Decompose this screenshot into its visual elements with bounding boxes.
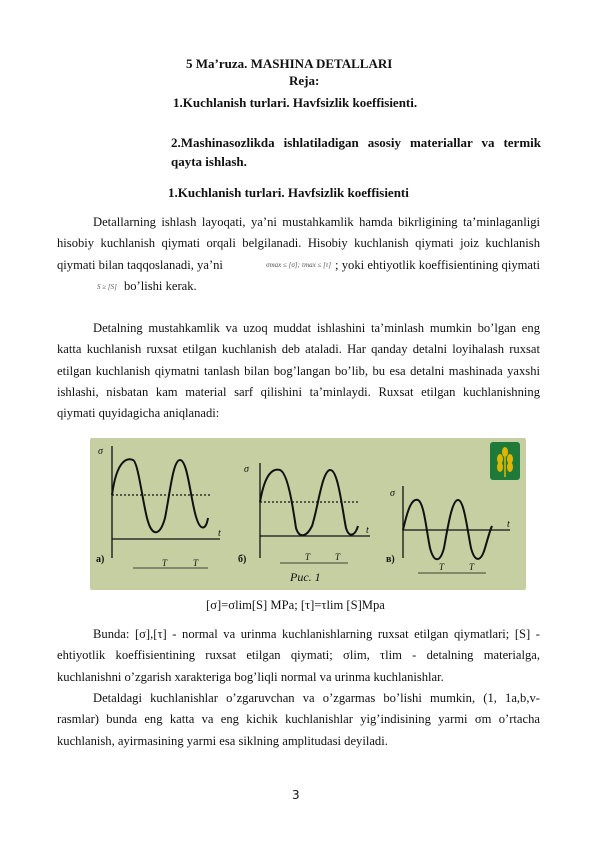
allowable-stress-formula: [σ]=σlim[S] MPa; [τ]=τlim [S]Mpa <box>206 598 385 612</box>
paragraph-1 <box>57 212 540 298</box>
panel-a-label: a) <box>96 554 105 565</box>
panel-b-sigma-label: σ <box>244 464 249 475</box>
panel-a-sigma-label: σ <box>98 446 103 457</box>
panel-b-label: б) <box>238 554 247 565</box>
period-label-c1: T <box>439 562 445 572</box>
paragraph-1-text-c: bo’lishi kerak. <box>123 279 197 294</box>
plan-item-2: 2.Mashinasozlikda ishlatiladigan asosiy materiallar va termik qayta ishlash. <box>171 135 541 169</box>
period-label-a1: T <box>162 558 168 568</box>
paragraph-1-text-b: ; yoki ehtiyotlik koeffisientining qiymati <box>335 257 540 272</box>
paragraph-3-text: Bunda: [σ],[τ] - normal va urinma kuchlanishlarning ruxsat etilgan qiymatlari; [S] - ehtiyotlik koeffisientining ruxsat etilgan qiymati; σlim, τlim - detalning materialga, kuchlanishni o’zgarish xarakteriga bog’liqli normal va urinma kuchlanishlar. <box>57 627 540 684</box>
plan-label: Reja: <box>289 73 320 88</box>
period-label-b2: T <box>335 552 341 562</box>
institution-logo <box>490 442 520 480</box>
page-number: 3 <box>292 788 300 802</box>
stress-cycle-figure <box>90 438 526 590</box>
formula-allowable-stress: σmax ≤ [σ]; τmax ≤ [τ] <box>266 261 332 270</box>
paragraph-4-text: Detaldagi kuchlanishlar o’zgaruvchan va o’zgarmas bo’lishi mumkin, (1, 1a,b,v-rasmlar) bunda eng katta va eng kichik kuchlanishlar yig’indisining yarmi σm o’rtacha kuchlanish, ayirmasining yarmi esa siklning amplitudasi deyiladi. <box>57 691 540 748</box>
panel-c-sigma-label: σ <box>390 488 395 499</box>
paragraph-2 <box>57 318 540 424</box>
paragraph-4 <box>57 688 540 752</box>
stress-cycle-diagram <box>90 438 526 590</box>
panel-b-t-label: t <box>366 525 369 536</box>
wheat-icon <box>490 442 520 480</box>
period-label-b1: T <box>305 552 311 562</box>
section-heading: 1.Kuchlanish turlari. Havfsizlik koeffisienti <box>168 185 409 200</box>
panel-a-t-label: t <box>218 528 221 539</box>
paragraph-2-text: Detalning mustahkamlik va uzoq muddat ishlashini ta’minlash mumkin bo’lgan eng katta kuchlanish ruxsat etilgan kuchlanish deb ataladi. Har qanday detalni loyihalash ruxsat etilgan kuchlanish qiymatni tanlash bilan bog’langan bo’lib, bu esa detalni mashinada yaxshi ishlashi, nisbatan kam material sarf qilishini ta’minlaydi. Ruxsat etilgan kuchlanishning qiymati quyidagicha aniqlanadi: <box>57 321 540 421</box>
period-label-a2: T <box>193 558 199 568</box>
lecture-title: 5 Ma’ruza. MASHINA DETALLARI <box>186 56 393 71</box>
paragraph-3 <box>57 624 540 688</box>
period-label-c2: T <box>469 562 475 572</box>
formula-safety-factor: S ≥ [S] <box>97 282 117 291</box>
paragraph-1-text-a: Detallarning ishlash layoqati, ya’ni mustahkamlik hamda bikrligining ta’minlaganligi hisobiy kuchlanish qiymati orqali belgilanadi. Hisobiy kuchlanish qiymati joiz kuchlanish qiymati bilan taqqoslanadi, ya’ni <box>57 215 540 272</box>
plan-item-1: 1.Kuchlanish turlari. Havfsizlik koeffisienti. <box>173 95 418 110</box>
panel-c-label: в) <box>386 554 395 565</box>
figure-caption: Рис. 1 <box>290 570 321 584</box>
panel-c-t-label: t <box>507 519 510 530</box>
